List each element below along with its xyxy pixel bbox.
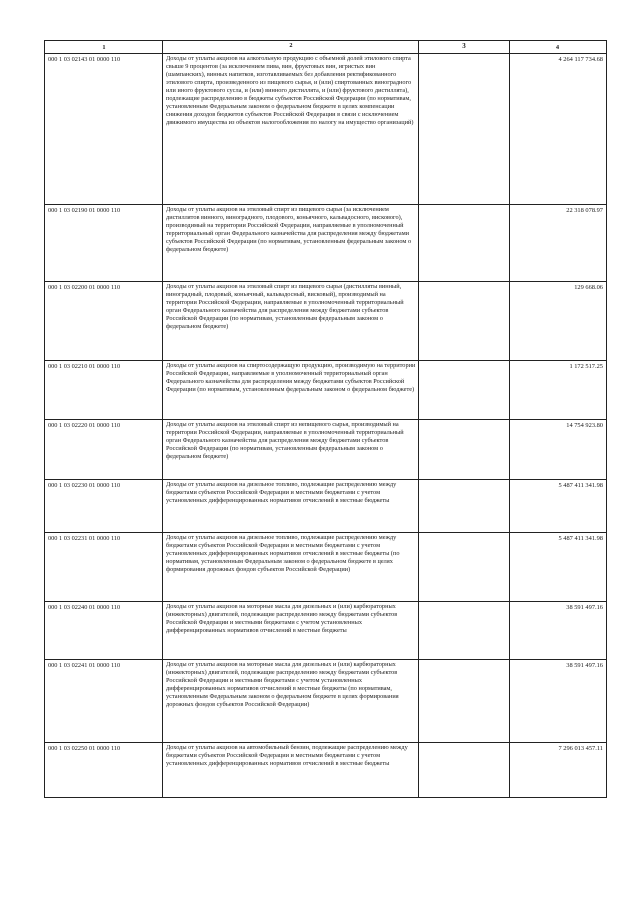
header-col-2: 2	[163, 41, 419, 54]
empty-cell	[419, 420, 510, 480]
amount: 1 172 517.25	[510, 361, 607, 420]
budget-code: 000 1 03 02240 01 0000 110	[45, 602, 163, 660]
budget-code: 000 1 03 02143 01 0000 110	[45, 54, 163, 205]
empty-cell	[419, 743, 510, 798]
amount: 7 296 013 457.11	[510, 743, 607, 798]
table-row	[45, 54, 607, 205]
amount: 5 487 411 341.98	[510, 480, 607, 533]
amount: 38 591 497.16	[510, 602, 607, 660]
revenue-description: Доходы от уплаты акцизов на моторные масла для дизельных и (или) карбюраторных (инжекторных) двигателей, подлежащие распределению между бюджетами субъектов Российской Федерации и местными бюджетами с учетом установленных дифференцированных нормативов отчислений в местные бюджеты	[163, 602, 419, 660]
empty-cell	[419, 361, 510, 420]
amount: 38 591 497.16	[510, 660, 607, 743]
empty-cell	[419, 602, 510, 660]
budget-code: 000 1 03 02220 01 0000 110	[45, 420, 163, 480]
header-row	[45, 41, 607, 54]
budget-code: 000 1 03 02230 01 0000 110	[45, 480, 163, 533]
amount: 4 264 117 734.68	[510, 54, 607, 205]
amount: 129 668.06	[510, 282, 607, 361]
revenue-description: Доходы от уплаты акцизов на автомобильный бензин, подлежащие распределению между бюджетами субъектов Российской Федерации и местными бюджетами с учетом установленных дифференцированных нормативов отчислений в местные бюджеты	[163, 743, 419, 798]
empty-cell	[419, 205, 510, 282]
amount: 5 487 411 341.98	[510, 533, 607, 602]
table-row	[45, 660, 607, 743]
empty-cell	[419, 282, 510, 361]
revenue-description: Доходы от уплаты акцизов на алкогольную продукцию с объемной долей этилового спирта свыше 9 процентов (за исключением пива, вин, фруктовых вин, игристых вин (шампанских), винных напитков, изготавливаемых без добавления ректификованного этилового спирта, произведенного из пищевого сырья, и (или) спиртованных виноградного или иного фруктового сусла, и (или) винного дистиллята, и (или) фруктового дистиллята), подлежащие распределению в бюджеты субъектов Российской Федерации (по нормативам, установленным Федеральным законом о федеральном бюджете в целях компенсации снижения доходов бюджетов субъектов Российской Федерации в связи с исключением движимого имущества из объектов налогообложения по налогу на имущество организаций)	[163, 54, 419, 205]
table-row	[45, 361, 607, 420]
revenue-table	[44, 40, 607, 798]
header-col-4: 4	[510, 41, 607, 54]
revenue-description: Доходы от уплаты акцизов на моторные масла для дизельных и (или) карбюраторных (инжекторных) двигателей, подлежащие распределению между бюджетами субъектов Российской Федерации и местными бюджетами с учетом установленных дифференцированных нормативов отчислений в местные бюджеты (по нормативам, установленным Федеральным законом о федеральном бюджете в целях формирования дорожных фондов субъектов Российской Федерации)	[163, 660, 419, 743]
table-row	[45, 282, 607, 361]
empty-cell	[419, 54, 510, 205]
table-row	[45, 420, 607, 480]
header-col-1: 1	[45, 41, 163, 54]
empty-cell	[419, 660, 510, 743]
header-col-3: 3	[419, 41, 510, 54]
revenue-description: Доходы от уплаты акцизов на этиловый спирт из пищевого сырья (за исключением дистиллятов винного, виноградного, плодового, коньячного, кальвадосного, вискового), производимый на территории Российской Федерации, направляемые в уполномоченный территориальный орган Федерального казначейства для распределения между бюджетами субъектов Российской Федерации (по нормативам, установленным федеральным законом о федеральном бюджете)	[163, 205, 419, 282]
empty-cell	[419, 533, 510, 602]
revenue-description: Доходы от уплаты акцизов на спиртосодержащую продукцию, производимую на территории Российской Федерации, направляемые в уполномоченный территориальный орган Федерального казначейства для распределения между бюджетами субъектов Российской Федерации (по нормативам, установленным федеральным законом о федеральном бюджете)	[163, 361, 419, 420]
table-row	[45, 743, 607, 798]
budget-code: 000 1 03 02231 01 0000 110	[45, 533, 163, 602]
revenue-description: Доходы от уплаты акцизов на этиловый спирт из пищевого сырья (дистилляты винный, виноградный, плодовый, коньячный, кальвадосный, висковый), производимый на территории Российской Федерации, направляемые в уполномоченный территориальный орган Федерального казначейства для распределения между бюджетами субъектов Российской Федерации (по нормативам, установленным федеральным законом о федеральном бюджете)	[163, 282, 419, 361]
budget-code: 000 1 03 02190 01 0000 110	[45, 205, 163, 282]
budget-code: 000 1 03 02200 01 0000 110	[45, 282, 163, 361]
table-row	[45, 533, 607, 602]
budget-code: 000 1 03 02241 01 0000 110	[45, 660, 163, 743]
revenue-description: Доходы от уплаты акцизов на дизельное топливо, подлежащие распределению между бюджетами субъектов Российской Федерации и местными бюджетами с учетом установленных дифференцированных нормативов отчислений в местные бюджеты	[163, 480, 419, 533]
revenue-description: Доходы от уплаты акцизов на дизельное топливо, подлежащие распределению между бюджетами субъектов Российской Федерации и местными бюджетами с учетом установленных дифференцированных нормативов отчислений в местные бюджеты (по нормативам, установленным Федеральным законом о федеральном бюджете в целях формирования дорожных фондов субъектов Российской Федерации)	[163, 533, 419, 602]
table-row	[45, 602, 607, 660]
amount: 14 754 923.80	[510, 420, 607, 480]
empty-cell	[419, 480, 510, 533]
table-row	[45, 205, 607, 282]
revenue-description: Доходы от уплаты акцизов на этиловый спирт из непищевого сырья, производимый на территории Российской Федерации, направляемые в уполномоченный территориальный орган Федерального казначейства для распределения между бюджетами субъектов Российской Федерации (по нормативам, установленным федеральным законом о федеральном бюджете)	[163, 420, 419, 480]
table-row	[45, 480, 607, 533]
budget-code: 000 1 03 02250 01 0000 110	[45, 743, 163, 798]
budget-code: 000 1 03 02210 01 0000 110	[45, 361, 163, 420]
amount: 22 318 078.97	[510, 205, 607, 282]
